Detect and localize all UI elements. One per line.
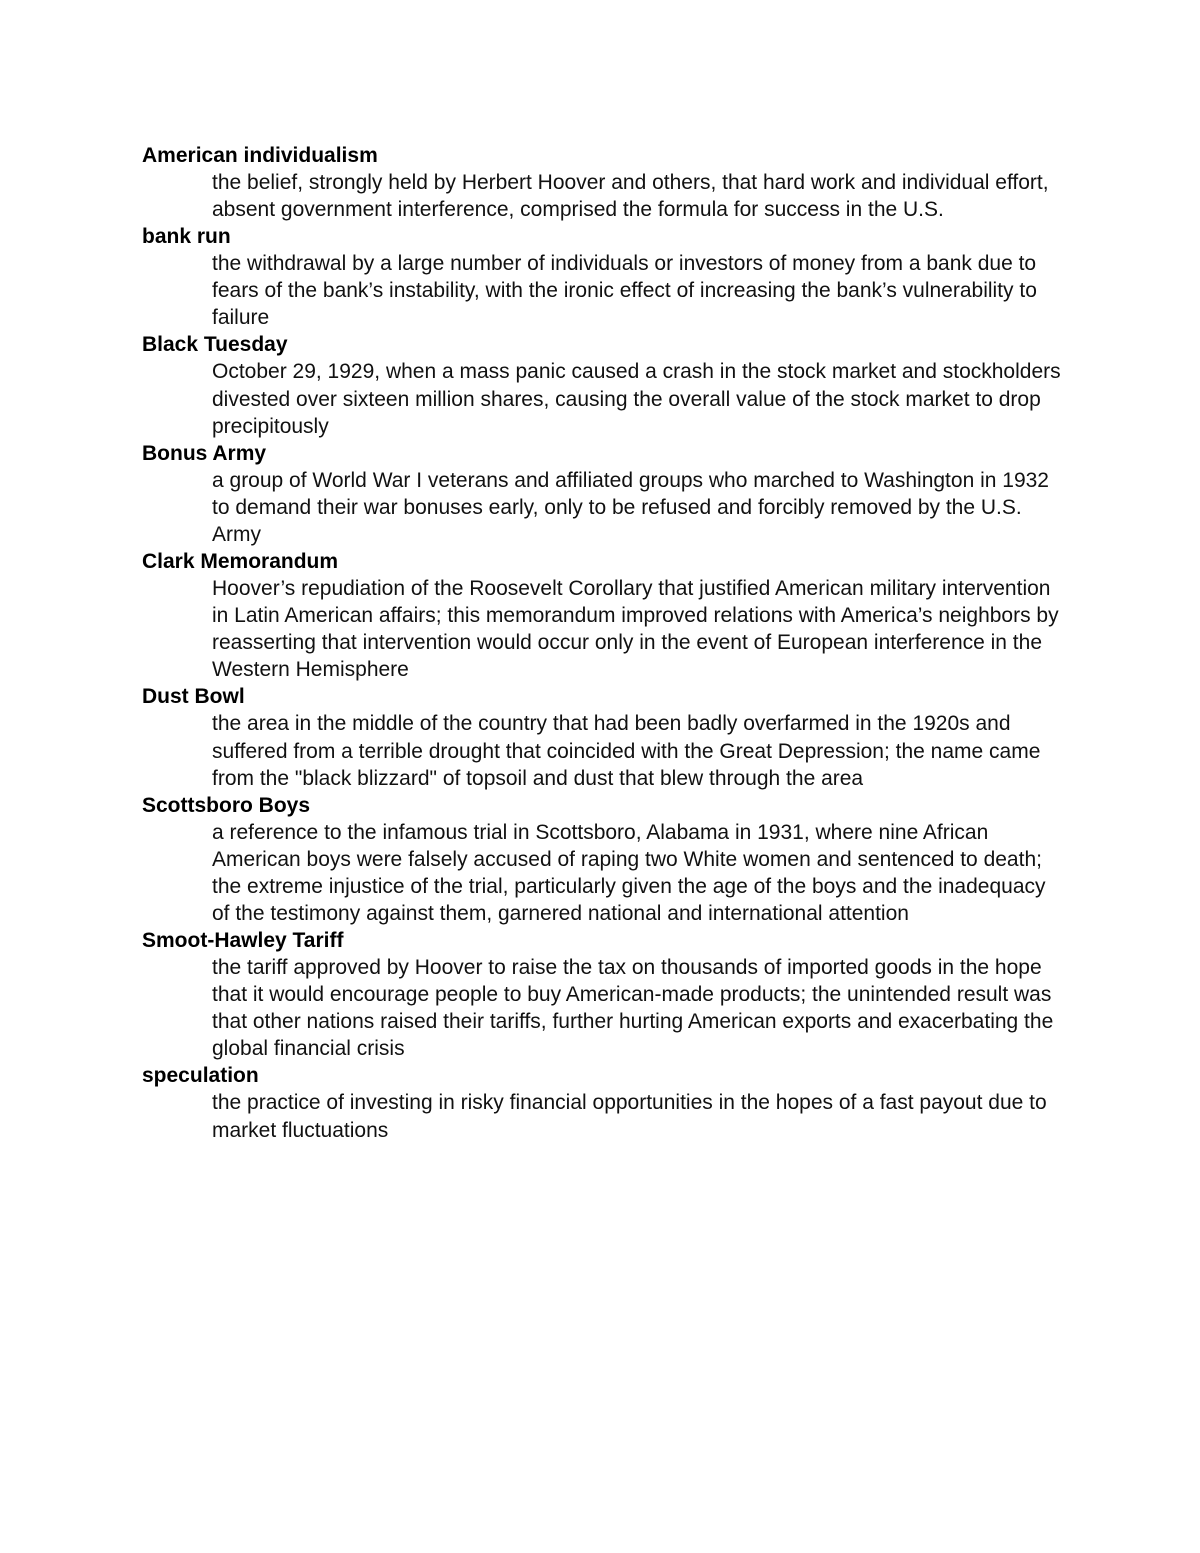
glossary-definition: the belief, strongly held by Herbert Hoover and others, that hard work and individual effort, absent government interference, comprised the formula for success in the U.S. bbox=[212, 171, 1049, 222]
glossary-term: Black Tuesday bbox=[142, 333, 288, 357]
glossary-definition: the tariff approved by Hoover to raise the tax on thousands of imported goods in the hope that it would encourage people to buy American-made products; the unintended result was that other nations raised their tariffs, further hurting American exports and exacerbating the global financial crisis bbox=[212, 956, 1054, 1061]
glossary-term: bank run bbox=[142, 225, 231, 249]
glossary-definition: the practice of investing in risky financial opportunities in the hopes of a fast payout due to market fluctuations bbox=[212, 1091, 1047, 1142]
glossary-term: American individualism bbox=[142, 144, 378, 167]
glossary-entry-bank-run bbox=[142, 223, 1062, 331]
glossary-definition: October 29, 1929, when a mass panic caused a crash in the stock market and stockholders divested over sixteen million shares, causing the overall value of the stock market to drop precipitously bbox=[212, 360, 1061, 438]
glossary-term: Dust Bowl bbox=[142, 685, 245, 709]
glossary-entry-dust-bowl bbox=[142, 683, 1062, 791]
glossary-definition: a reference to the infamous trial in Scottsboro, Alabama in 1931, where nine African American boys were falsely accused of raping two White women and sentenced to death; the extreme injustice of the trial, particularly given the age of the boys and the inadequacy of the testimony against them, garnered national and international attention bbox=[212, 820, 1046, 925]
glossary-entry-smoot-hawley-tariff bbox=[142, 927, 1062, 1062]
glossary-term: speculation bbox=[142, 1064, 259, 1088]
glossary-term: Smoot-Hawley Tariff bbox=[142, 929, 344, 953]
glossary-entry-bonus-army bbox=[142, 440, 1062, 548]
glossary-entry-clark-memorandum bbox=[142, 548, 1062, 683]
glossary bbox=[142, 142, 1062, 1144]
glossary-definition: the area in the middle of the country that had been badly overfarmed in the 1920s and suffered from a terrible drought that coincided with the Great Depression; the name came from the "black blizzard" of topsoil and dust that blew through the area bbox=[212, 712, 1041, 790]
glossary-term: Scottsboro Boys bbox=[142, 793, 311, 817]
glossary-entry-speculation bbox=[142, 1062, 1062, 1143]
glossary-definition: Hoover’s repudiation of the Roosevelt Corollary that justified American military intervention in Latin American affairs; this memorandum improved relations with America’s neighbors by reasserting that intervention would occur only in the event of European interference in the Western Hemisphere bbox=[212, 577, 1059, 682]
glossary-entry-american-individualism bbox=[142, 142, 1062, 223]
glossary-definition: a group of World War I veterans and affiliated groups who marched to Washington in 1932 to demand their war bonuses early, only to be refused and forcibly removed by the U.S. Army bbox=[212, 468, 1049, 546]
glossary-entry-scottsboro-boys bbox=[142, 792, 1062, 927]
glossary-definition: the withdrawal by a large number of individuals or investors of money from a bank due to fears of the bank’s instability, with the ironic effect of increasing the bank’s vulnerability to failure bbox=[212, 252, 1037, 330]
glossary-entry-black-tuesday bbox=[142, 331, 1062, 439]
glossary-term: Bonus Army bbox=[142, 441, 267, 465]
glossary-term: Clark Memorandum bbox=[142, 550, 339, 574]
